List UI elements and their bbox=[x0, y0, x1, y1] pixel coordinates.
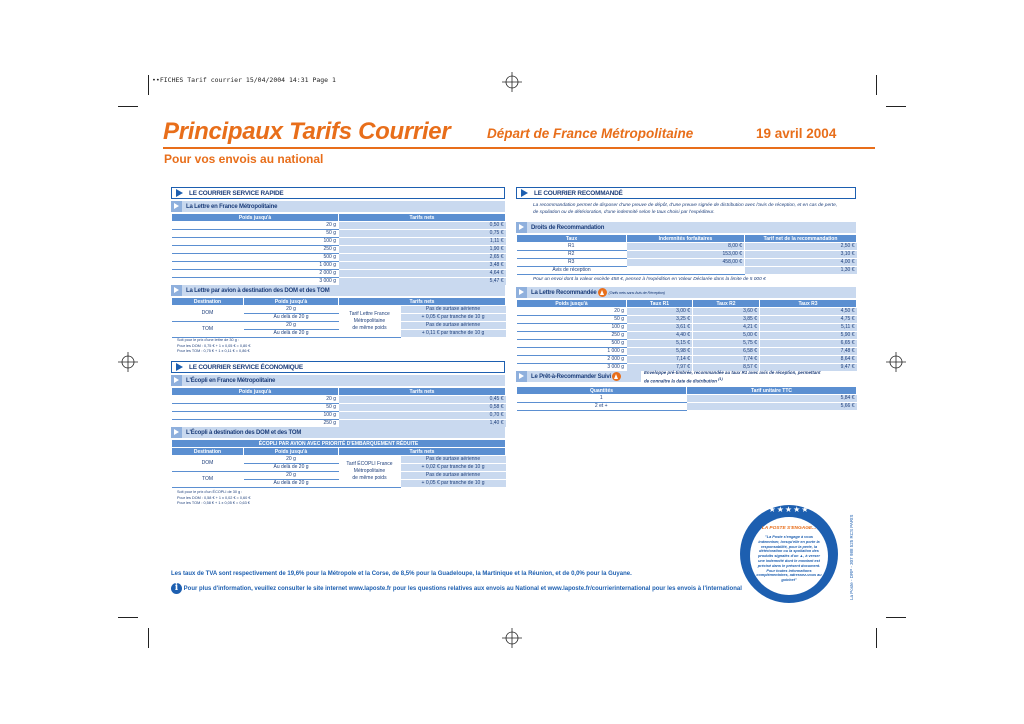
subheader-ecopli-dom: L'Écopli à destination des DOM et des TOM bbox=[171, 427, 505, 438]
registration-mark bbox=[502, 72, 522, 92]
arrow-icon bbox=[516, 222, 527, 233]
intro-paragraph: La recommandation permet de disposer d'une preuve de dépôt, d'une preuve signée de distribution avec l'avis de réception, et en cas de perte, de spoliation ou de détérioration, d'une indemnité selon le taux choisi par l'expéditeur. bbox=[533, 203, 838, 215]
table-row: 50 g 3,25 € 3,85 € 4,75 € bbox=[517, 316, 857, 324]
page-date: 19 avril 2004 bbox=[756, 126, 837, 141]
table-row: R1 8,00 € 2,50 € bbox=[517, 243, 857, 251]
info-icon: i bbox=[171, 583, 182, 594]
footnote: Soit pour le prix d'une lettre de 30 g : Pour les DOM : 0,75 € + 1 x 0,05 € = 0,80 € Pour les TOM : 0,75 € + 1 x 0,11 € = 0,86 € bbox=[177, 338, 251, 353]
registration-mark bbox=[118, 352, 138, 372]
arrow-icon bbox=[171, 201, 182, 212]
table-row: 20 g 0,50 € bbox=[172, 222, 506, 230]
crop-mark bbox=[148, 628, 149, 648]
table-row: 100 g 1,11 € bbox=[172, 238, 506, 246]
col-header: Tarifs nets bbox=[339, 214, 506, 222]
stars-icon: ★★★★★ bbox=[768, 505, 810, 514]
crop-mark bbox=[118, 617, 138, 618]
tva-note: Les taux de TVA sont respectivement de 19,6% pour la Métropole et la Corse, de 8,5% pour la Guadeloupe, la Martinique et la Réunion, et de 0,0% pour la Guyane. bbox=[171, 571, 632, 577]
table-row: Au delà de 20 g + 0,11 € par tranche de 10 g bbox=[172, 330, 506, 338]
table-row: 3 000 g 7,97 € 8,57 € 9,47 € bbox=[517, 364, 857, 372]
table-row: Au delà de 20 g + 0,02 € par tranche de 10 g bbox=[172, 464, 506, 472]
arrow-icon bbox=[176, 363, 183, 371]
subheader-pret-a-recommander: Le Prêt-à-Recommander Suivi bbox=[516, 371, 641, 382]
subheader-lettre-recommandee: La Lettre Recommandée (Tarifs nets sans Avis de Réception) bbox=[516, 287, 856, 298]
table-lettre-avion: Destination Poids jusqu'à Tarifs nets DOM 20 g Tarif Lettre France Métropolitaine de même poids Pas de surtaxe aérienne Au delà de 20 g + 0,05 € par tranche de 10 g TOM 20 g Pas de surtaxe aérienne Au delà de 20 g + 0,11 € par tranche de 10 g bbox=[171, 297, 506, 338]
table-lettre-recommandee: Poids jusqu'à Taux R1 Taux R2 Taux R3 20 g 3,00 € 3,60 € 4,50 € 50 g 3,25 € 3,85 € 4,75 € 100 g 3,61 € 4,21 € 5,11 € 250 g 4,40 € 5,00 € 5,90 € 500 g 5,15 € 5,75 € 6,65 € 1 000 g 5,98 € 6,58 € 7,48 € 2 000 g 7,14 € 7,74 € 8,64 € 3 000 g 7,97 € 8,57 € 9,47 € bbox=[516, 299, 857, 372]
crop-mark bbox=[876, 75, 877, 95]
section-header-recommande: LE COURRIER RECOMMANDÉ bbox=[516, 187, 856, 199]
table-row: TOM 20 g Pas de surtaxe aérienne bbox=[172, 472, 506, 480]
arrow-icon bbox=[516, 371, 527, 382]
table-row: 50 g 0,58 € bbox=[172, 404, 506, 412]
subheader-lettre: La Lettre en France Métropolitaine bbox=[171, 201, 505, 212]
crop-mark bbox=[118, 106, 138, 107]
arrow-icon bbox=[171, 375, 182, 386]
page-subtitle: Départ de France Métropolitaine bbox=[487, 126, 694, 141]
table-row: R2 153,00 € 3,10 € bbox=[517, 251, 857, 259]
print-slug: ••FICHES Tarif courrier 15/04/2004 14:31 Page 1 bbox=[152, 76, 336, 84]
info-line: i Pour plus d'information, veuillez consulter le site internet www.laposte.fr pour les questions relatives aux envois au National et www.laposte.fr/courrierinternational pour les envois à l'international bbox=[171, 583, 742, 594]
table-pret-a-recommander: Quantités Tarif unitaire TTC 1 5,84 € 2 et + 5,66 € bbox=[516, 386, 857, 411]
warning-icon bbox=[612, 372, 621, 381]
arrow-icon bbox=[176, 189, 183, 197]
table-row: 3 000 g 5,47 € bbox=[172, 278, 506, 286]
table-droits: Taux Indemnités forfaitaires Tarif net de la recommandation R1 8,00 € 2,50 € R2 153,00 € 3,10 € R3 458,00 € 4,00 € Avis de réception 1,30 € bbox=[516, 234, 857, 275]
la-poste-seal: ★★★★★ LA POSTE S'ENGAGE... "La Poste s'engage à vous indemniser, lorsqu'elle en porte la responsabilité, pour la perte, la détérioration ou la spoliation des produits signalés d'un ▲, à verser une indemnité dont le montant est précisé dans le présent document. Pour toutes informations complémentaires, adressez-vous au guichet" bbox=[740, 505, 838, 603]
table-row: 250 g 4,40 € 5,00 € 5,90 € bbox=[517, 332, 857, 340]
table-row: 20 g 0,45 € bbox=[172, 396, 506, 404]
crop-mark bbox=[886, 617, 906, 618]
table-row: 2 000 g 7,14 € 7,74 € 8,64 € bbox=[517, 356, 857, 364]
registration-mark bbox=[502, 628, 522, 648]
table-row: TOM 20 g Pas de surtaxe aérienne bbox=[172, 322, 506, 330]
table-row: DOM 20 g Tarif ÉCOPLI France Métropolitaine de même poids Pas de surtaxe aérienne bbox=[172, 456, 506, 464]
subheader-lettre-avion: La Lettre par avion à destination des DOM et des TOM bbox=[171, 285, 505, 296]
table-row: 20 g 3,00 € 3,60 € 4,50 € bbox=[517, 308, 857, 316]
table-lettre-france bbox=[171, 213, 506, 286]
table-row: 1 000 g 5,98 € 6,58 € 7,48 € bbox=[517, 348, 857, 356]
table-row: Au delà de 20 g + 0,05 € par tranche de 10 g bbox=[172, 314, 506, 322]
table-ecopli-dom: ÉCOPLI PAR AVION AVEC PRIORITÉ D'EMBARQUEMENT RÉDUITE Destination Poids jusqu'à Tarifs nets DOM 20 g Tarif ÉCOPLI France Métropolitaine de même poids Pas de surtaxe aérienne Au delà de 20 g + 0,02 € par tranche de 10 g TOM 20 g Pas de surtaxe aérienne Au delà de 20 g + 0,05 € par tranche de 10 g bbox=[171, 439, 506, 488]
arrow-icon bbox=[521, 189, 528, 197]
table-row: 250 g 1,90 € bbox=[172, 246, 506, 254]
subheader-ecopli: L'Écopli en France Métropolitaine bbox=[171, 375, 505, 386]
arrow-icon bbox=[516, 287, 527, 298]
table-row: 100 g 0,70 € bbox=[172, 412, 506, 420]
table-ecopli-france: Poids jusqu'à Tarifs nets 20 g 0,45 € 50 g 0,58 € 100 g 0,70 € 250 g 1,40 € bbox=[171, 387, 506, 428]
section-header-eco: LE COURRIER SERVICE ÉCONOMIQUE bbox=[171, 361, 505, 373]
legal-mention: La Poste - DRP - 307 988 525 RCS PARIS bbox=[849, 514, 854, 600]
page-title: Principaux Tarifs Courrier bbox=[163, 118, 451, 145]
table-row: 50 g 0,75 € bbox=[172, 230, 506, 238]
page-tagline: Pour vos envois au national bbox=[164, 152, 324, 166]
table-row: 500 g 5,15 € 5,75 € 6,65 € bbox=[517, 340, 857, 348]
table-row: 2 et + 5,66 € bbox=[517, 403, 857, 411]
subheader-droits: Droits de Recommandation bbox=[516, 222, 856, 233]
table-row: 1 000 g 3,48 € bbox=[172, 262, 506, 270]
footnote: Soit pour le prix d'un ÉCOPLI de 30 g : Pour les DOM : 0,58 € + 1 x 0,02 € = 0,60 € Pour les TOM : 0,58 € + 1 x 0,05 € = 0,63 € bbox=[177, 490, 251, 505]
col-header: Poids jusqu'à bbox=[172, 214, 339, 222]
registration-mark bbox=[886, 352, 906, 372]
crop-mark bbox=[148, 75, 149, 95]
table-row: 100 g 3,61 € 4,21 € 5,11 € bbox=[517, 324, 857, 332]
header-rule bbox=[163, 147, 875, 149]
table-row: 250 g 1,40 € bbox=[172, 420, 506, 428]
table-row: Au delà de 20 g + 0,05 € par tranche de 10 g bbox=[172, 480, 506, 488]
crop-mark bbox=[876, 628, 877, 648]
table-row: Avis de réception 1,30 € bbox=[517, 267, 857, 275]
arrow-icon bbox=[171, 285, 182, 296]
table-row: DOM 20 g Tarif Lettre France Métropolitaine de même poids Pas de surtaxe aérienne bbox=[172, 306, 506, 314]
arrow-icon bbox=[171, 427, 182, 438]
section-header-rapide: LE COURRIER SERVICE RAPIDE bbox=[171, 187, 505, 199]
table-row: R3 458,00 € 4,00 € bbox=[517, 259, 857, 267]
table-row: 1 5,84 € bbox=[517, 395, 857, 403]
table-row: 2 000 g 4,64 € bbox=[172, 270, 506, 278]
pret-note: Enveloppe pré-timbrée, recommandée au taux R1 avec avis de réception, permettant de connaître la date de distribution $^{(1)}$ bbox=[644, 370, 821, 384]
warning-icon bbox=[598, 288, 607, 297]
crop-mark bbox=[886, 106, 906, 107]
table-row: 500 g 2,65 € bbox=[172, 254, 506, 262]
valeur-note: Pour un envoi dont la valeur excède 458 €, pensez à l'expédition en Valeur Déclarée dans la limite de 5 000 € bbox=[533, 277, 766, 282]
